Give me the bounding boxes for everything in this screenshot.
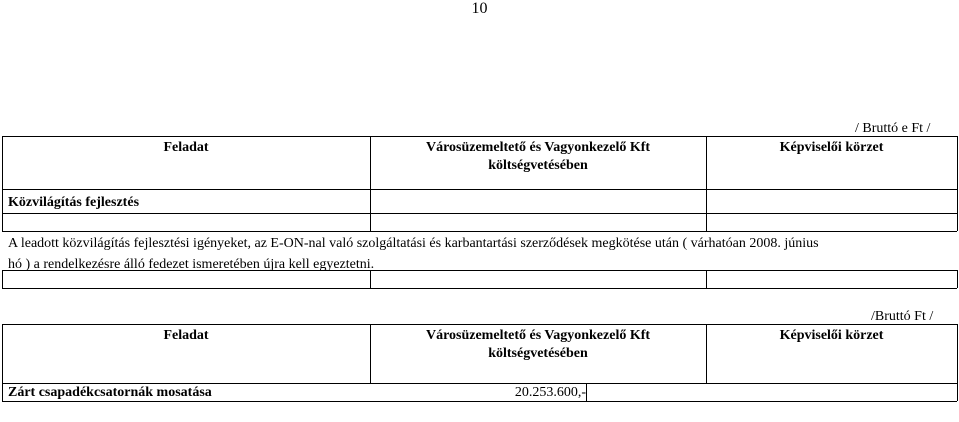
table1-extra-divider-2	[706, 270, 707, 288]
table1-extra-row-border	[2, 288, 957, 289]
table1-header-budget-line2: költségvetésében	[488, 158, 588, 173]
table1-extra-right	[957, 270, 958, 288]
table1-extra-left	[2, 270, 3, 288]
table1-paragraph-line2: hó ) a rendelkezésre álló fedezet ismeretében újra kell egyeztetni.	[8, 257, 375, 272]
table1-right-border	[957, 136, 958, 231]
table1-header-bottom-border	[2, 189, 957, 190]
unit-note-2: /Bruttó Ft /	[871, 309, 934, 324]
table2-right-border	[957, 324, 958, 401]
table1-top-border	[2, 136, 957, 137]
table2-header-bottom-border	[2, 383, 957, 384]
table2-header-budget-line2: költségvetésében	[488, 346, 588, 361]
unit-note-1: / Bruttó e Ft /	[855, 121, 931, 136]
table2-top-border	[2, 324, 957, 325]
table1-row-title: Közvilágítás fejlesztés	[8, 195, 140, 210]
table2-bottom-border	[2, 401, 957, 402]
table1-row-border	[2, 213, 957, 214]
table1-row-border-2	[2, 231, 957, 232]
table1-header-task: Feladat	[163, 140, 209, 155]
table1-header-district: Képviselői körzet	[779, 140, 884, 155]
table2-row-title: Zárt csapadékcsatornák mosatása	[8, 385, 212, 400]
table2-row-value: 20.253.600,-	[514, 385, 586, 400]
table2-header-budget-line1: Városüzemeltető és Vagyonkezelő Kft	[425, 328, 651, 343]
page-number: 10	[471, 0, 488, 17]
table2-header-district: Képviselői körzet	[779, 328, 884, 343]
table1-paragraph-line1: A leadott közvilágítás fejlesztési igényeket, az E-ON-nal való szolgáltatási és karbantartási szerződések megkötése után ( várhatóan 2008. június	[8, 236, 819, 251]
table1-header-budget-line1: Városüzemeltető és Vagyonkezelő Kft	[425, 140, 651, 155]
table2-value-divider	[586, 383, 587, 401]
table2-header-task: Feladat	[163, 328, 209, 343]
